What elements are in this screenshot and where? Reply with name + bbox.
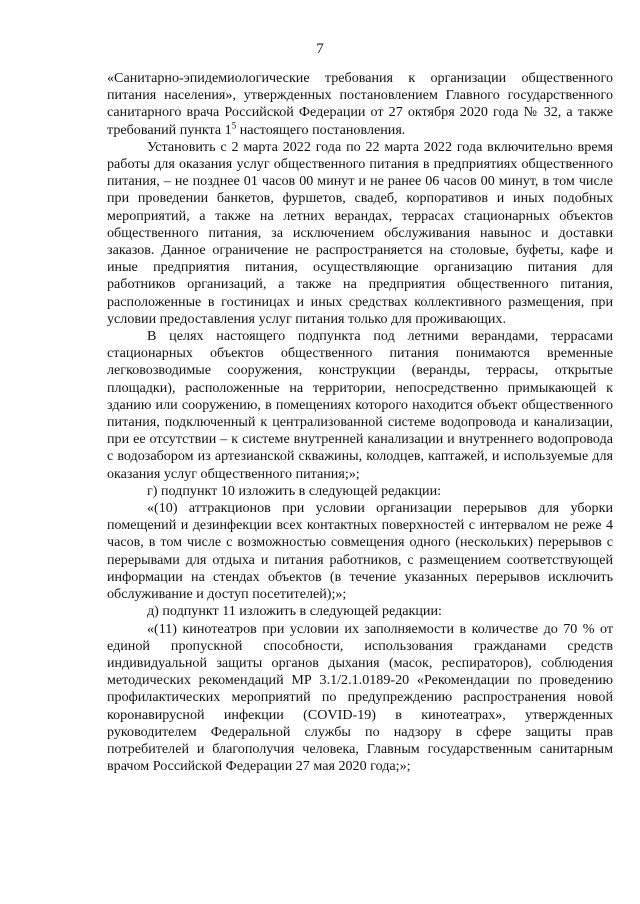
paragraph-continuation [107, 70, 613, 139]
paragraph-verandas-definition: В целях настоящего подпункта под летними верандами, террасами стационарных объектов общественного питания понимаются временные легковозводимые сооружения, конструкции (веранды, террасы, открытые площадки), расположенные на территории, непосредственно примыкающей к зданию или сооружению, в помещениях которого находится объект общественного питания, подключенный к централизованной системе водопровода и канализации, при ее отсутствии – к системе внутренней канализации и внутреннего водопровода с водозабором из артезианской скважины, колодцев, каптажей, и используемые для оказания услуг общественного питания;»; [107, 328, 613, 482]
paragraph-text: «Санитарно-эпидемиологические требования к организации общественного питания населения», утвержденных постановлением Главного государственного санитарного врача Российской Федерации от 27 октября 2020 года № 32, а также требований пункта 1 [107, 70, 613, 138]
superscript: 5 [231, 119, 237, 130]
paragraph-attractions: «(10) аттракционов при условии организации перерывов для уборки помещений и дезинфекции всех контактных поверхностей с интервалом не реже 4 часов, в том числе с возможностью совмещения одного (нескольких) перерывов с перерывами для отдыха и питания работников, с размещением соответствующей информации на стендах объектов (в течение указанных перерывов исключить обслуживание и доступ посетителей);»; [107, 500, 613, 603]
paragraph-subitem-d: д) подпункт 11 изложить в следующей редакции: [147, 603, 442, 620]
paragraph-subitem-g: г) подпункт 10 изложить в следующей редакции: [147, 482, 442, 499]
paragraph-cinemas: «(11) кинотеатров при условии их заполняемости в количестве до 70 % от единой пропускной способности, использования гражданами средств индивидуальной защиты органов дыхания (масок, респираторов), соблюдения методических рекомендаций МР 3.1/2.1.0189-20 «Рекомендации по проведению профилактических мероприятий по предупреждению распространения новой коронавирусной инфекции (COVID-19) в кинотеатрах», утвержденных руководителем Федеральной службы по надзору в сфере защиты прав потребителей и благополучия человека, Главным государственным санитарным врачом Российской Федерации 27 мая 2020 года;»; [107, 620, 613, 775]
paragraph-working-hours: Установить с 2 марта 2022 года по 22 марта 2022 года включительно время работы для оказания услуг общественного питания в предприятиях общественного питания, – не позднее 01 часов 00 минут и не ранее 06 часов 00 минут, в том числе при проведении банкетов, фуршетов, свадеб, корпоративов и иных подобных мероприятий, а также на летних верандах, террасах стационарных объектов общественного питания, за исключением обслуживания навынос и доставки заказов. Данное ограничение не распространяется на столовые, буфеты, кафе и иные предприятия питания, осуществляющие организацию питания для работников организаций, а также на предприятия общественного питания, расположенные в гостиницах и иных средствах коллективного размещения, при условии предоставления услуг питания только для проживающих. [107, 138, 613, 327]
page-number: 7 [316, 41, 324, 57]
document-body [107, 70, 613, 775]
paragraph-text-after: настоящего постановления. [236, 121, 406, 138]
